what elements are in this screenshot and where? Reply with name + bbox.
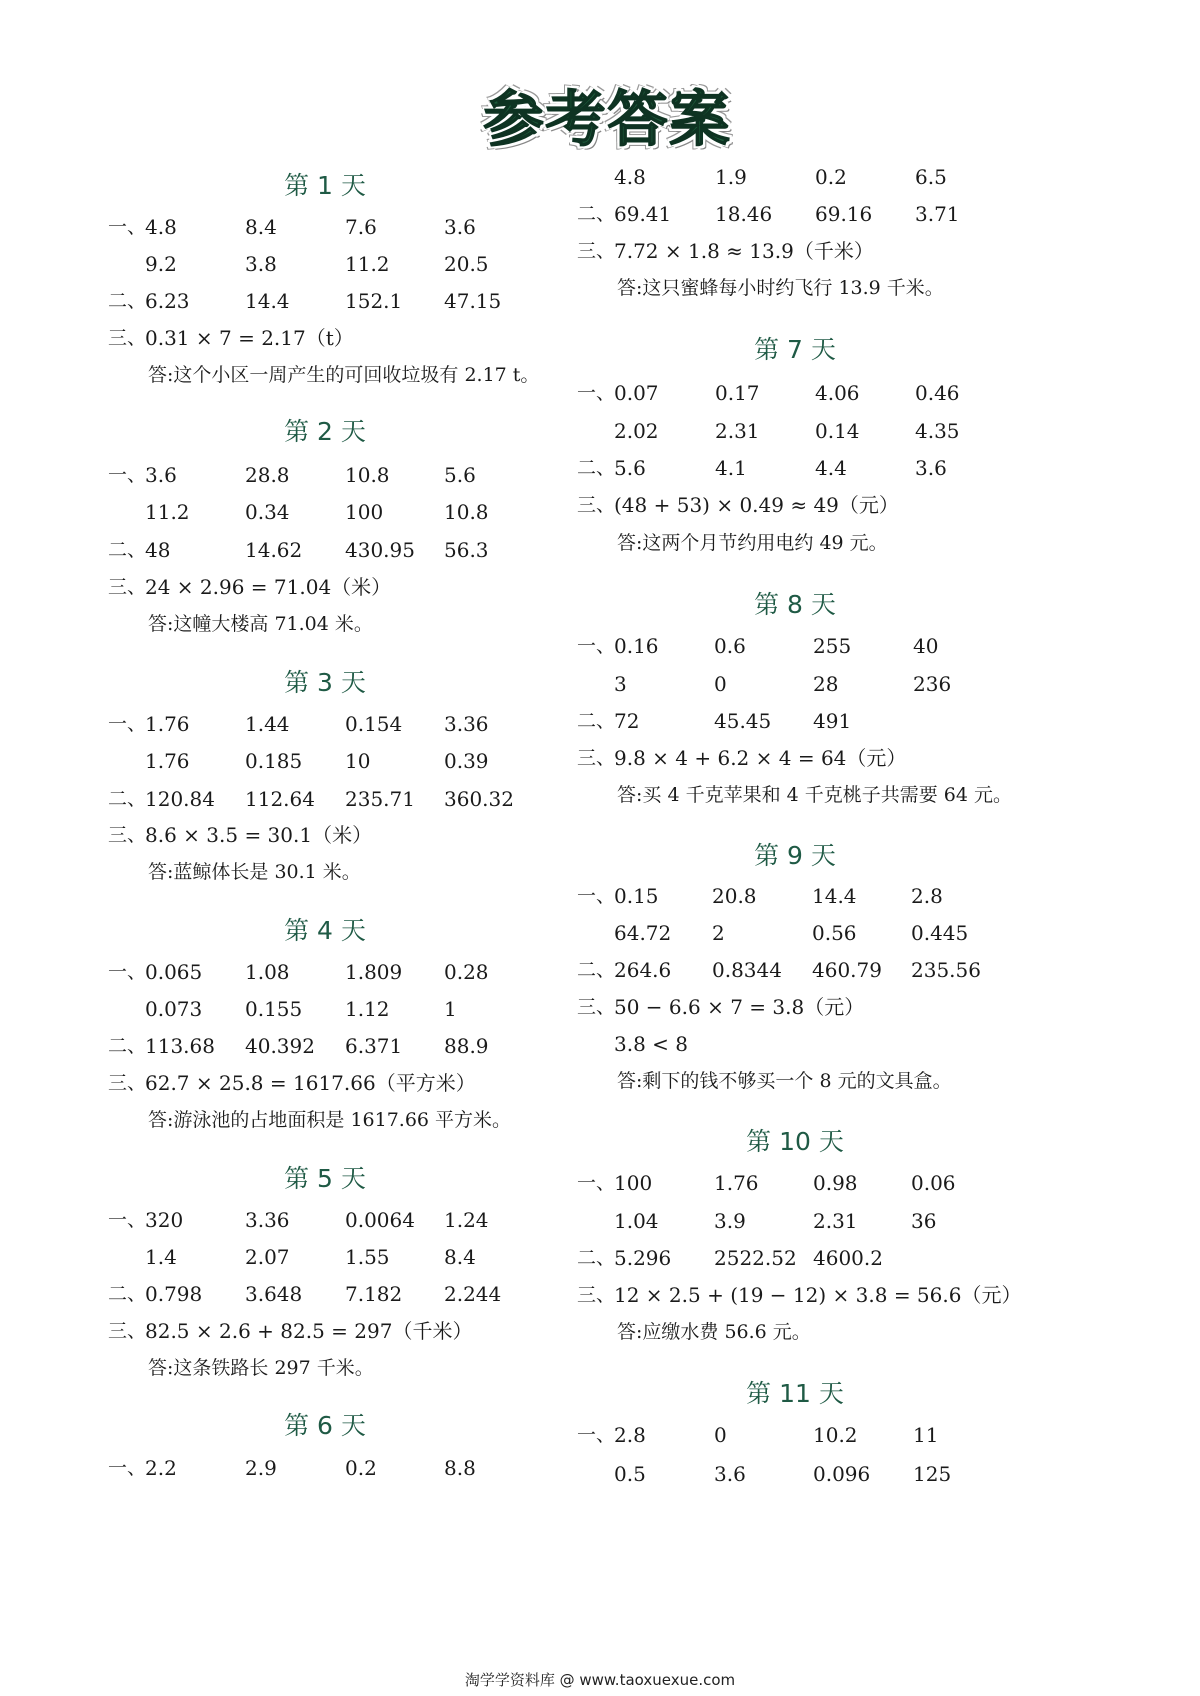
answer-cell: 14.4	[812, 884, 857, 908]
q1-label: 一、	[577, 382, 616, 404]
day-3-heading: 第 3 天	[284, 668, 366, 697]
answer-cell: 6.5	[915, 165, 947, 189]
q3-label: 三、	[108, 327, 147, 349]
answer-cell: 8.4	[245, 215, 277, 239]
day-3-q1-row-2	[108, 746, 548, 776]
day-11-q1-row-2	[577, 1459, 1017, 1489]
answer-cell: 2.07	[245, 1245, 290, 1269]
equation: 12 × 2.5 + (19 − 12) × 3.8 = 56.6（元）	[614, 1283, 1022, 1307]
day-10-q1-row-1	[577, 1168, 1017, 1198]
answer-cell: 7.6	[345, 215, 377, 239]
answer-cell: 10	[345, 749, 371, 773]
equation: (48 + 53) × 0.49 ≈ 49（元）	[614, 493, 899, 517]
q3-label: 三、	[577, 240, 616, 262]
answer-sentence: 答:游泳池的占地面积是 1617.66 平方米。	[148, 1109, 512, 1131]
answer-cell: 3	[614, 672, 627, 696]
answer-cell: 152.1	[345, 289, 403, 313]
day-7-heading: 第 7 天	[754, 335, 836, 364]
answer-cell: 4600.2	[813, 1246, 883, 1270]
answer-cell: 72	[614, 709, 640, 733]
day-4-heading: 第 4 天	[284, 916, 366, 945]
answer-cell: 45.45	[714, 709, 772, 733]
day-9-q3	[577, 992, 1017, 1022]
day-3-answer	[108, 857, 568, 887]
answer-cell: 0.14	[815, 419, 860, 443]
answer-cell: 2.8	[911, 884, 943, 908]
q2-label: 二、	[577, 203, 616, 225]
answer-sentence: 答:这个小区一周产生的可回收垃圾有 2.17 t。	[148, 364, 540, 386]
day-5-q1-row-2	[108, 1242, 548, 1272]
answer-cell: 0.798	[145, 1282, 203, 1306]
answer-cell: 5.6	[444, 463, 476, 487]
equation: 62.7 × 25.8 = 1617.66（平方米）	[145, 1071, 476, 1095]
day-2-heading: 第 2 天	[284, 417, 366, 446]
answer-cell: 8.8	[444, 1456, 476, 1480]
day-1-answer	[108, 360, 568, 390]
q2-label: 二、	[577, 710, 616, 732]
answer-cell: 2.8	[614, 1423, 646, 1447]
answer-cell: 2.31	[813, 1209, 858, 1233]
answer-cell: 69.41	[614, 202, 672, 226]
answer-cell: 1.55	[345, 1245, 390, 1269]
day-6-q1-row-1	[108, 1453, 548, 1483]
answer-cell: 2.31	[715, 419, 760, 443]
answer-cell: 18.46	[715, 202, 773, 226]
day-7-answer	[577, 528, 1037, 558]
equation: 8.6 × 3.5 = 30.1（米）	[145, 823, 373, 847]
answer-cell: 0.17	[715, 381, 760, 405]
answer-cell: 0.155	[245, 997, 303, 1021]
equation: 24 × 2.96 = 71.04（米）	[145, 575, 392, 599]
answer-cell: 40.392	[245, 1034, 315, 1058]
answer-cell: 0.6	[714, 634, 746, 658]
day-1-q1-row-1	[108, 212, 548, 242]
day-9-answer	[577, 1066, 1037, 1096]
answer-cell: 4.35	[915, 419, 960, 443]
answer-cell: 0.16	[614, 634, 659, 658]
day-5-q3	[108, 1316, 548, 1346]
day-8-q3	[577, 743, 1017, 773]
answer-cell: 0	[714, 1423, 727, 1447]
q2-label: 二、	[577, 959, 616, 981]
answer-cell: 20.5	[444, 252, 489, 276]
q1-label: 一、	[108, 713, 147, 735]
answer-cell: 0.5	[614, 1462, 646, 1486]
answer-cell: 8.4	[444, 1245, 476, 1269]
answer-sentence: 答:这两个月节约用电约 49 元。	[617, 532, 888, 554]
answer-cell: 113.68	[145, 1034, 215, 1058]
answer-cell: 1.76	[145, 712, 190, 736]
answer-cell: 10.8	[345, 463, 390, 487]
day-6-answer	[577, 273, 1037, 303]
day-7-q1-row-2	[577, 416, 1017, 446]
q1-label: 一、	[577, 885, 616, 907]
answer-cell: 5.6	[614, 456, 646, 480]
day-2-q3	[108, 572, 548, 602]
day-5-heading: 第 5 天	[284, 1164, 366, 1193]
day-9-q2-row	[577, 955, 1017, 985]
answer-cell: 320	[145, 1208, 184, 1232]
answer-cell: 7.182	[345, 1282, 403, 1306]
answer-cell: 4.1	[715, 456, 747, 480]
answer-cell: 264.6	[614, 958, 672, 982]
answer-cell: 1	[444, 997, 457, 1021]
equation: 9.8 × 4 + 6.2 × 4 = 64（元）	[614, 746, 907, 770]
answer-cell: 3.6	[714, 1462, 746, 1486]
answer-cell: 0.39	[444, 749, 489, 773]
answer-cell: 28.8	[245, 463, 290, 487]
q2-label: 二、	[108, 1283, 147, 1305]
day-3-q3	[108, 820, 548, 850]
equation: 82.5 × 2.6 + 82.5 = 297（千米）	[145, 1319, 473, 1343]
answer-cell: 9.2	[145, 252, 177, 276]
answer-cell: 3.9	[714, 1209, 746, 1233]
day-7-q2-row	[577, 453, 1017, 483]
day-6-q3	[577, 236, 1017, 266]
answer-cell: 0.34	[245, 500, 290, 524]
day-6-q2-row	[577, 199, 1017, 229]
q2-label: 二、	[577, 457, 616, 479]
day-4-q1-row-1	[108, 957, 548, 987]
answer-cell: 235.71	[345, 787, 415, 811]
answer-cell: 100	[614, 1171, 653, 1195]
answer-cell: 235.56	[911, 958, 981, 982]
answer-cell: 1.12	[345, 997, 390, 1021]
answer-cell: 14.4	[245, 289, 290, 313]
answer-cell: 0.56	[812, 921, 857, 945]
day-10-q2-row	[577, 1243, 1017, 1273]
answer-cell: 6.23	[145, 289, 190, 313]
day-5-answer	[108, 1353, 568, 1383]
answer-cell: 2522.52	[714, 1246, 797, 1270]
answer-cell: 1.76	[714, 1171, 759, 1195]
answer-cell: 36	[911, 1209, 937, 1233]
q2-label: 二、	[108, 1035, 147, 1057]
answer-cell: 10.2	[813, 1423, 858, 1447]
day-4-q1-row-2	[108, 994, 548, 1024]
answer-cell: 236	[913, 672, 952, 696]
answer-sentence: 答:这条铁路长 297 千米。	[148, 1357, 374, 1379]
answer-sentence: 答:这只蜜蜂每小时约飞行 13.9 千米。	[617, 277, 944, 299]
day-1-q1-row-2	[108, 249, 548, 279]
answer-cell: 1.44	[245, 712, 290, 736]
answer-cell: 56.3	[444, 538, 489, 562]
answer-cell: 1.04	[614, 1209, 659, 1233]
day-1-q2-row	[108, 286, 548, 316]
answer-cell: 64.72	[614, 921, 672, 945]
answer-cell: 0.8344	[712, 958, 782, 982]
day-6-q1-row-2	[577, 162, 1017, 192]
q3-label: 三、	[108, 824, 147, 846]
q3-label: 三、	[577, 494, 616, 516]
day-5-q2-row	[108, 1279, 548, 1309]
day-7-q3	[577, 490, 1017, 520]
answer-cell: 88.9	[444, 1034, 489, 1058]
answer-cell: 6.371	[345, 1034, 403, 1058]
answer-cell: 0.46	[915, 381, 960, 405]
day-7-q1-row-1	[577, 378, 1017, 408]
answer-cell: 112.64	[245, 787, 315, 811]
q2-label: 二、	[108, 788, 147, 810]
q3-label: 三、	[577, 996, 616, 1018]
day-4-q2-row	[108, 1031, 548, 1061]
answer-cell: 100	[345, 500, 384, 524]
q1-label: 一、	[577, 635, 616, 657]
q1-label: 一、	[108, 216, 147, 238]
day-9-q1-row-1	[577, 881, 1017, 911]
q1-label: 一、	[577, 1424, 616, 1446]
q3-label: 三、	[108, 1320, 147, 1342]
answer-cell: 0.185	[245, 749, 303, 773]
answer-cell: 1.08	[245, 960, 290, 984]
day-10-answer	[577, 1317, 1037, 1347]
q3-label: 三、	[577, 1284, 616, 1306]
q3-label: 三、	[577, 747, 616, 769]
answer-cell: 48	[145, 538, 171, 562]
answer-cell: 0.07	[614, 381, 659, 405]
q2-label: 二、	[108, 290, 147, 312]
answer-sentence: 答:这幢大楼高 71.04 米。	[148, 613, 373, 635]
comparison: 3.8 < 8	[614, 1032, 689, 1056]
answer-cell: 3.648	[245, 1282, 303, 1306]
answer-cell: 4.8	[614, 165, 646, 189]
answer-cell: 1.76	[145, 749, 190, 773]
page-title: 参考答案	[483, 85, 732, 155]
q3-label: 三、	[108, 1072, 147, 1094]
answer-cell: 1.809	[345, 960, 403, 984]
answer-cell: 360.32	[444, 787, 514, 811]
answer-cell: 3.71	[915, 202, 960, 226]
answer-cell: 3.8	[245, 252, 277, 276]
day-9-heading: 第 9 天	[754, 841, 836, 870]
day-8-q1-row-1	[577, 631, 1017, 661]
answer-cell: 5.296	[614, 1246, 672, 1270]
answer-cell: 14.62	[245, 538, 303, 562]
day-1-q3	[108, 323, 548, 353]
q3-label: 三、	[108, 576, 147, 598]
day-8-q1-row-2	[577, 669, 1017, 699]
answer-cell: 40	[913, 634, 939, 658]
day-10-q3	[577, 1280, 1037, 1310]
answer-cell: 491	[813, 709, 852, 733]
day-10-heading: 第 10 天	[746, 1127, 844, 1156]
answer-sentence: 答:买 4 千克苹果和 4 千克桃子共需要 64 元。	[617, 784, 1012, 806]
answer-cell: 28	[813, 672, 839, 696]
day-1-heading: 第 1 天	[284, 171, 366, 200]
answer-cell: 0	[714, 672, 727, 696]
day-2-answer	[108, 609, 568, 639]
answer-cell: 0.2	[345, 1456, 377, 1480]
answer-cell: 0.0064	[345, 1208, 415, 1232]
answer-cell: 0.15	[614, 884, 659, 908]
answer-cell: 20.8	[712, 884, 757, 908]
answer-cell: 3.6	[444, 215, 476, 239]
day-8-answer	[577, 780, 1057, 810]
answer-cell: 11.2	[145, 500, 190, 524]
day-5-q1-row-1	[108, 1205, 548, 1235]
answer-cell: 69.16	[815, 202, 873, 226]
day-2-q2-row	[108, 535, 548, 565]
answer-sentence: 答:蓝鲸体长是 30.1 米。	[148, 861, 361, 883]
answer-sentence: 答:剩下的钱不够买一个 8 元的文具盒。	[617, 1070, 952, 1092]
answer-cell: 0.073	[145, 997, 203, 1021]
day-8-heading: 第 8 天	[754, 590, 836, 619]
answer-cell: 10.8	[444, 500, 489, 524]
answer-cell: 0.28	[444, 960, 489, 984]
answer-cell: 0.065	[145, 960, 203, 984]
answer-cell: 0.2	[815, 165, 847, 189]
answer-cell: 430.95	[345, 538, 415, 562]
day-11-q1-row-1	[577, 1420, 1017, 1450]
q2-label: 二、	[577, 1247, 616, 1269]
day-2-q1-row-1	[108, 460, 548, 490]
day-11-heading: 第 11 天	[746, 1379, 844, 1408]
answer-cell: 3.36	[245, 1208, 290, 1232]
answer-sentence: 答:应缴水费 56.6 元。	[617, 1321, 811, 1343]
answer-cell: 2	[712, 921, 725, 945]
day-3-q1-row-1	[108, 709, 548, 739]
equation: 0.31 × 7 = 2.17（t）	[145, 326, 354, 350]
day-10-q1-row-2	[577, 1206, 1017, 1236]
answer-cell: 0.06	[911, 1171, 956, 1195]
answer-cell: 3.6	[145, 463, 177, 487]
answer-cell: 120.84	[145, 787, 215, 811]
day-2-q1-row-2	[108, 497, 548, 527]
answer-cell: 0.98	[813, 1171, 858, 1195]
answer-cell: 3.6	[915, 456, 947, 480]
q1-label: 一、	[108, 1209, 147, 1231]
day-4-q3	[108, 1068, 548, 1098]
day-3-q2-row	[108, 784, 548, 814]
answer-cell: 11	[913, 1423, 939, 1447]
answer-cell: 3.36	[444, 712, 489, 736]
answer-cell: 460.79	[812, 958, 882, 982]
answer-cell: 1.24	[444, 1208, 489, 1232]
answer-cell: 11.2	[345, 252, 390, 276]
answer-cell: 47.15	[444, 289, 502, 313]
day-9-q1-row-2	[577, 918, 1017, 948]
q1-label: 一、	[108, 464, 147, 486]
day-9-q3-comparison	[577, 1029, 1017, 1059]
answer-cell: 4.8	[145, 215, 177, 239]
answer-cell: 2.2	[145, 1456, 177, 1480]
answer-cell: 1.9	[715, 165, 747, 189]
q1-label: 一、	[108, 961, 147, 983]
day-4-answer	[108, 1105, 568, 1135]
answer-cell: 2.9	[245, 1456, 277, 1480]
answer-cell: 4.06	[815, 381, 860, 405]
q1-label: 一、	[108, 1457, 147, 1479]
answer-cell: 4.4	[815, 456, 847, 480]
answer-cell: 2.244	[444, 1282, 502, 1306]
q1-label: 一、	[577, 1172, 616, 1194]
day-8-q2-row	[577, 706, 1017, 736]
answer-cell: 255	[813, 634, 852, 658]
answer-cell: 125	[913, 1462, 952, 1486]
day-6-heading: 第 6 天	[284, 1411, 366, 1440]
answer-cell: 0.445	[911, 921, 969, 945]
answer-cell: 0.154	[345, 712, 403, 736]
footer-watermark: 淘学学资料库 @ www.taoxuexue.com	[464, 1671, 736, 1689]
answer-cell: 1.4	[145, 1245, 177, 1269]
equation: 50 − 6.6 × 7 = 3.8（元）	[614, 995, 865, 1019]
answer-cell: 0.096	[813, 1462, 871, 1486]
equation: 7.72 × 1.8 ≈ 13.9（千米）	[614, 239, 874, 263]
q2-label: 二、	[108, 539, 147, 561]
answer-cell: 2.02	[614, 419, 659, 443]
